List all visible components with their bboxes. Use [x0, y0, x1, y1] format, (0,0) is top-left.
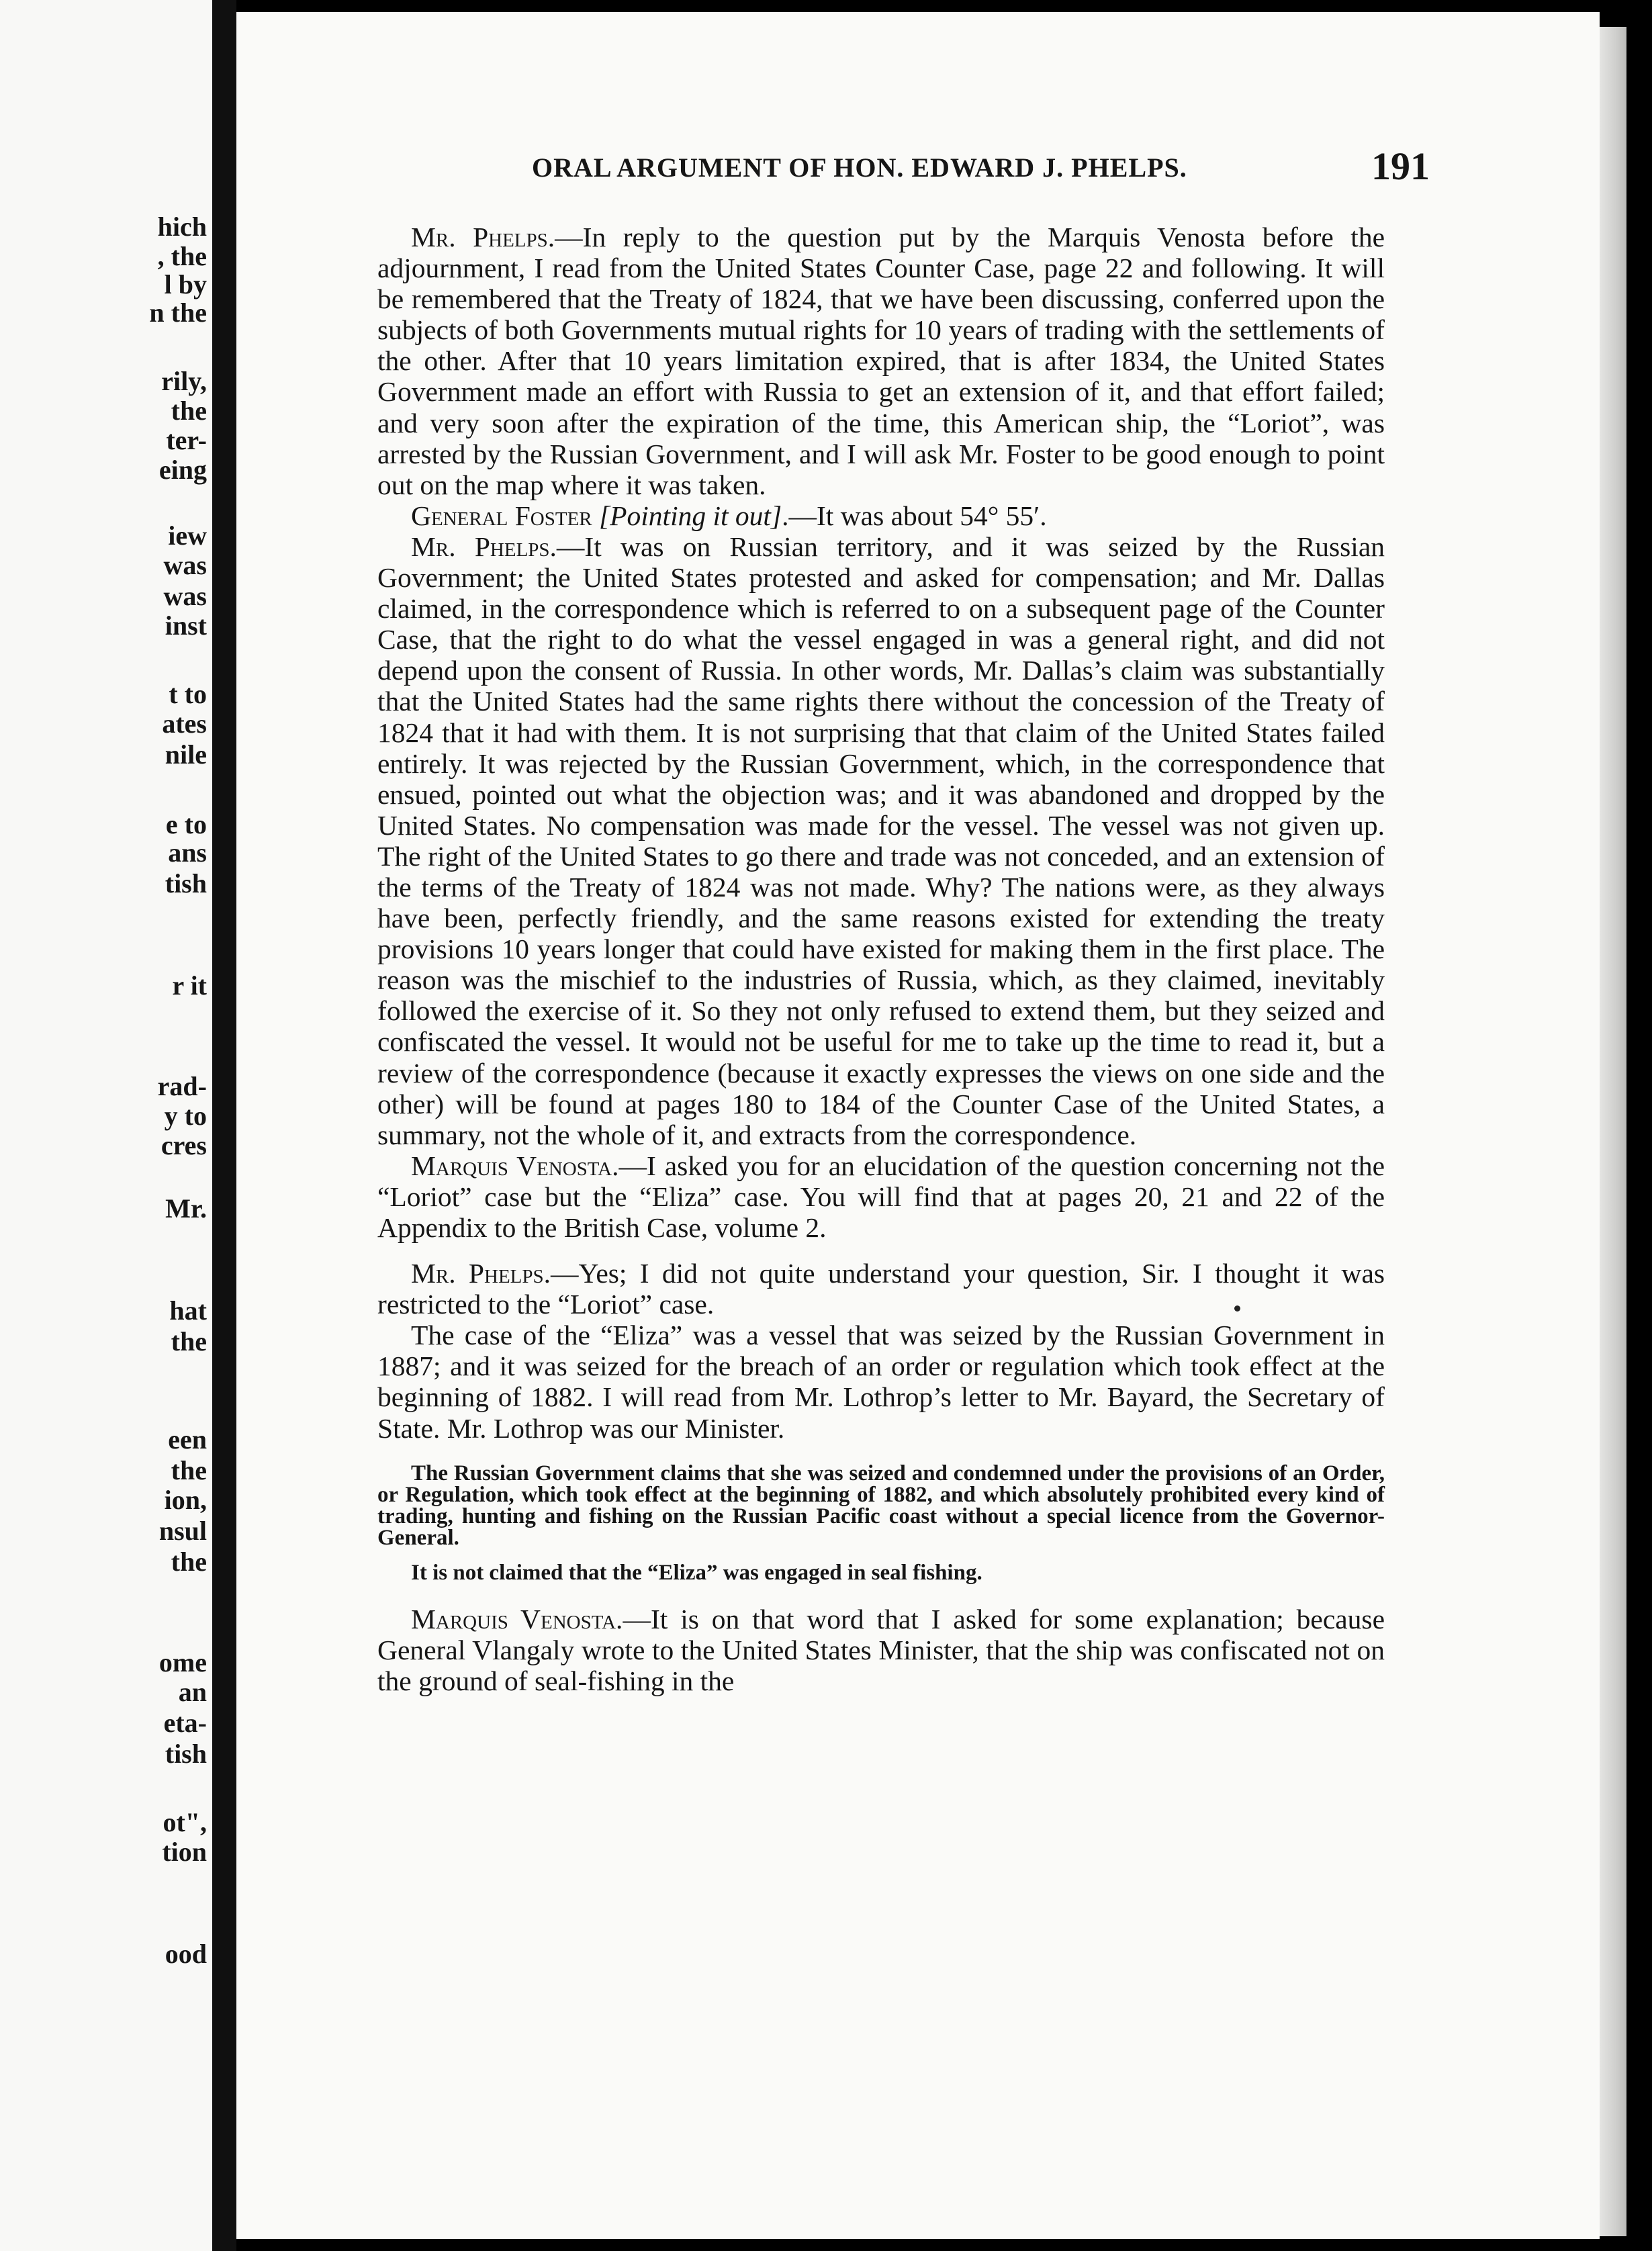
speaker: Marquis Venosta. [411, 1150, 619, 1181]
left-page-fragment: ans [168, 837, 207, 868]
left-page-fragment: the [171, 1547, 207, 1577]
left-page-fragment: the [171, 396, 207, 426]
ink-speck [1234, 1305, 1240, 1312]
left-page [0, 0, 212, 2251]
left-page-fragment: , the [157, 241, 207, 271]
left-page-fragment: r it [172, 970, 207, 1001]
speaker: Mr. Phelps. [411, 222, 555, 252]
left-page-fragment: rily, [161, 366, 207, 396]
book-gutter [212, 0, 236, 2251]
paragraph-text: .—It was about 54° 55′. [782, 500, 1047, 531]
right-page [236, 12, 1600, 2239]
left-page-fragment: Mr. [165, 1193, 207, 1224]
left-page-fragment: hich [157, 212, 207, 242]
left-page-fragment: an [178, 1677, 207, 1707]
left-page-fragment: y to [164, 1101, 207, 1131]
paragraph [377, 531, 1385, 1150]
left-page-fragment: iew [168, 520, 207, 551]
left-page-fragment: ion, [164, 1485, 207, 1515]
left-page-fragment: inst [165, 610, 207, 641]
left-page-fragment: eing [158, 455, 207, 485]
quoted-letter: The Russian Government claims that she was seized and condemned under the provisions of an Order, or Regulation, which took effect at the beginning of 1882, and which absolutely prohibited every kind of trading, hunting and fishing on the Russian Pacific coast without a special licence from the Governor-General. [377, 1461, 1385, 1550]
speaker: General Foster [411, 500, 592, 531]
left-page-fragment: rad- [157, 1071, 207, 1101]
speaker: Mr. Phelps. [411, 1258, 551, 1289]
left-page-fragment: was [163, 581, 207, 611]
stage-direction: [Pointing it out] [599, 500, 782, 531]
left-page-fragment: n the [149, 297, 207, 328]
left-page-fragment: ates [162, 708, 207, 739]
left-page-fragment: l by [164, 269, 207, 300]
left-page-fragment: hat [169, 1295, 207, 1326]
left-page-fragment: ot", [163, 1807, 207, 1837]
paragraph-text: —I asked you for an elucidation of the question concerning not the “Loriot” case but the “Eliza” case. You will find that at pages 20, 21 and 22 of the Appendix to the British Case, volume 2. [377, 1150, 1385, 1243]
page-edge [1600, 27, 1626, 2236]
quoted-letter-continued: It is not claimed that the “Eliza” was engaged in seal fishing. [411, 1560, 982, 1585]
paragraph [377, 222, 1385, 500]
paragraph-text: The case of the “Eliza” was a vessel that was seized by the Russian Government in 1887; and it was seized for the breach of an order or regulation which took effect at the beginning of 1882. I will read from Mr. Lothrop’s letter to Mr. Bayard, the Secretary of State. Mr. Lothrop was our Minister. [377, 1320, 1385, 1444]
running-header: ORAL ARGUMENT OF HON. EDWARD J. PHELPS. [532, 152, 1187, 183]
paragraph [377, 500, 1385, 531]
paragraph-text: —Yes; I did not quite understand your question, Sir. I thought it was restricted to the “Loriot” case. [377, 1258, 1385, 1320]
left-page-fragment: ome [158, 1647, 207, 1678]
paragraph [377, 1258, 1385, 1320]
left-page-fragment: een [168, 1424, 207, 1455]
paragraph-text: —It was on Russian territory, and it was seized by the Russian Government; the United States protested and asked for compensation; and Mr. Dallas claimed, in the correspondence which is referred to on a subsequent page of the Counter Case, that the right to do what the vessel engaged in was a general right, and did not depend upon the consent of Russia. In other words, Mr. Dallas’s claim was substantially that the United States had the same rights there without the concession of the Treaty of 1824 that it had with them. It is not surprising that that claim of the United States failed entirely. It was rejected by the Russian Government, which, in the correspondence that ensued, pointed out what the objection was; and it was abandoned and dropped by the United States. No compensation was made for the vessel. The vessel was not given up. The right of the United States to go there and trade was not conceded, and an extension of the terms of the Treaty of 1824 was not made. Why? The nations were, as they always have been, perfectly friendly, and the same reasons existed for extending the treaty provisions 10 years longer that could have existed for making them in the first place. The reason was the mischief to the industries of Russia, which, as they claimed, inevitably followed the exercise of it. So they not only refused to extend them, but they seized and confiscated the vessel. It would not be useful for me to take up the time to read it, but a review of the correspondence (because it exactly expresses the views on one side and the other) will be found at pages 180 to 184 of the Counter Case of the United States, a summary, not the whole of it, and extracts from the correspondence. [377, 531, 1385, 1150]
left-page-fragment: nsul [158, 1516, 207, 1546]
left-page-fragment: cres [160, 1130, 207, 1160]
paragraph-text: —It is on that word that I asked for some explanation; because General Vlangaly wrote to the United States Minister, that the ship was confiscated not on the ground of seal-fishing in the [377, 1603, 1385, 1696]
paragraph [377, 1604, 1385, 1696]
left-page-fragment: the [171, 1455, 207, 1485]
left-page-fragment: ter- [166, 425, 207, 455]
left-page-fragment: eta- [163, 1708, 207, 1738]
left-page-fragment: tish [165, 868, 207, 899]
speaker: Mr. Phelps. [411, 531, 557, 562]
left-page-fragment: ood [165, 1939, 207, 1969]
page-body [377, 222, 1385, 1696]
paragraph [377, 1150, 1385, 1243]
speaker: Marquis Venosta. [411, 1603, 623, 1635]
left-page-fragment: was [163, 550, 207, 580]
left-page-fragment: tish [165, 1739, 207, 1769]
paragraph-text: —In reply to the question put by the Marquis Venosta before the adjournment, I read from the United States Counter Case, page 22 and following. It will be remembered that the Treaty of 1824, that we have been discussing, conferred upon the subjects of both Governments mutual rights for 10 years of trading with the settlements of the other. After that 10 years limitation expired, that is after 1834, the United States Government made an effort with Russia to get an extension of it, and that effort failed; and very soon after the expiration of the time, this American ship, the “Loriot”, was arrested by the Russian Government, and I will ask Mr. Foster to be good enough to point out on the map where it was taken. [377, 222, 1385, 500]
left-page-fragment: nile [165, 739, 207, 770]
left-page-fragment: t to [169, 679, 207, 709]
paragraph [377, 1320, 1385, 1443]
left-page-fragment: the [171, 1326, 207, 1357]
left-page-fragment: tion [162, 1837, 207, 1867]
page-number: 191 [1371, 144, 1430, 188]
left-page-fragment: e to [165, 809, 207, 839]
